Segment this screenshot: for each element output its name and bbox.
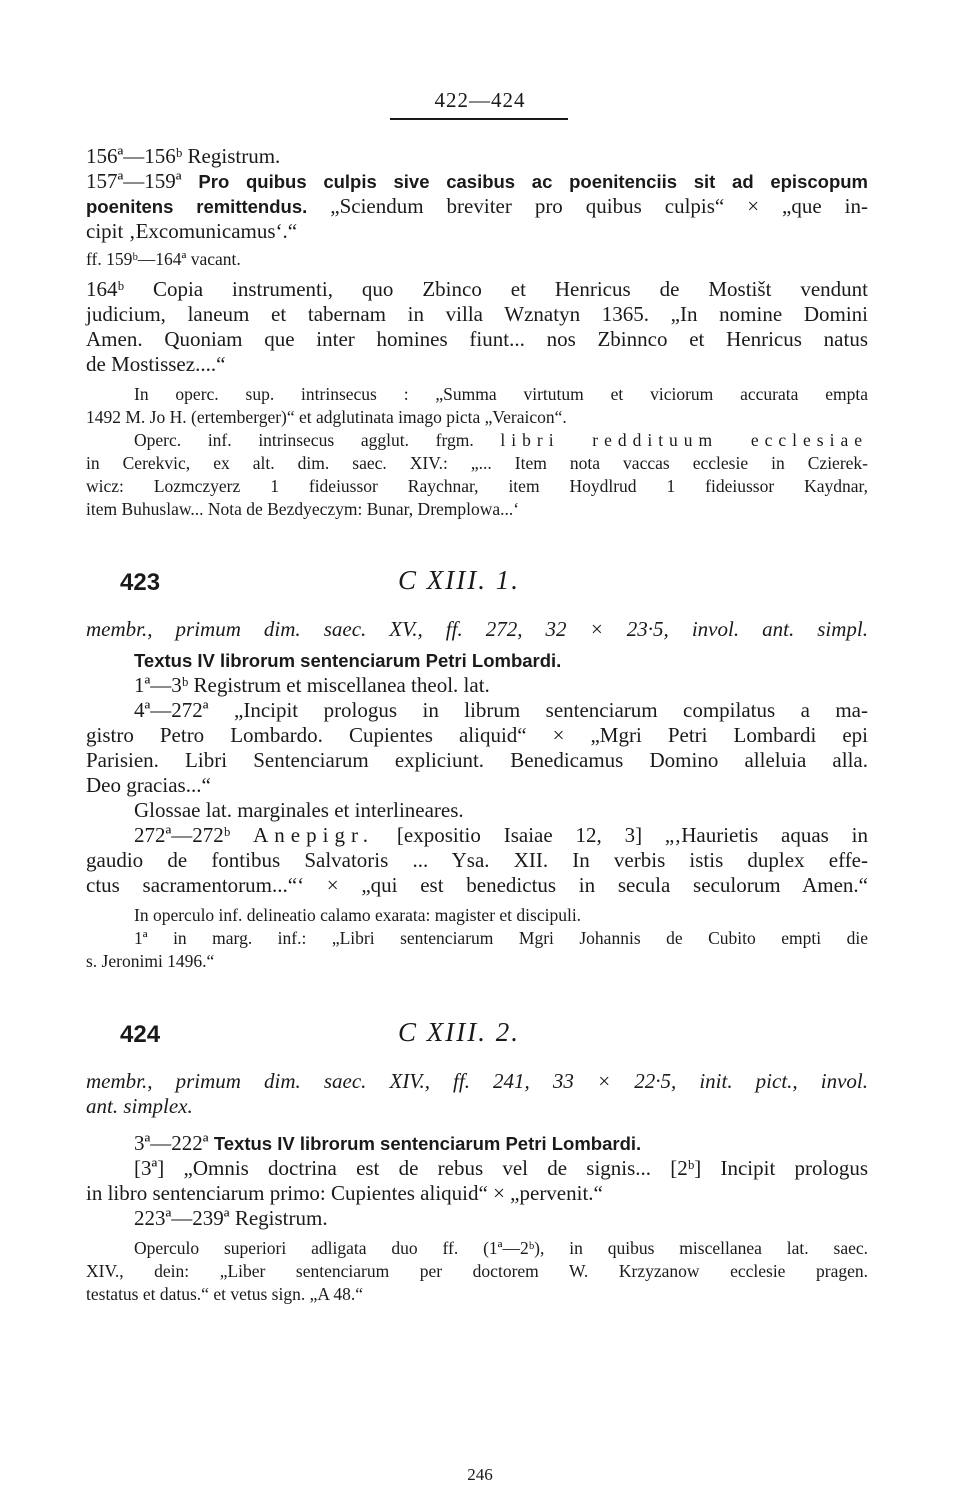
note-line: Operculo superiori adligata duo ff. (1ª—2ᵇ), in quibus miscellanea lat. saec. (134, 1238, 868, 1258)
entry-header-424 (86, 1017, 868, 1053)
note-line (86, 429, 868, 452)
note-line: in Cerekvic, ex alt. dim. saec. XIV.: „... Item nota vaccas ecclesie in Czierek- (86, 453, 868, 473)
entry-header-423 (86, 565, 868, 601)
note-line: item Buhuslaw... Nota de Bezdyeczym: Bunar, Dremplowa...‘ (86, 499, 520, 519)
note-line: XIV., dein: „Liber sentenciarum per doctorem W. Krzyzanow ecclesie pragen. (86, 1261, 868, 1281)
entry-number: 423 (120, 569, 161, 596)
entry-line: de Mostissez....“ (86, 352, 226, 376)
shelfmark: C XIII. 1. (398, 565, 520, 595)
section-title: Textus IV librorum sentenciarum Petri Lombardi. (213, 1133, 642, 1154)
entry-line: gistro Petro Lombardo. Cupientes aliquid“ × „Mgri Petri Lombardi epi (86, 723, 868, 747)
physical-description: membr., primum dim. saec. XV., ff. 272, 32 × 23·5, invol. ant. simpl. (86, 617, 868, 641)
physical-description: ant. simplex. (86, 1094, 193, 1118)
physical-description: membr., primum dim. saec. XIV., ff. 241, 33 × 22·5, init. pict., invol. (86, 1069, 868, 1093)
header-rule (390, 118, 568, 120)
folio-range: 3ª—222ª (134, 1131, 209, 1155)
entry-line (86, 823, 868, 848)
entry-line: 156ª—156ᵇ Registrum. (86, 144, 281, 168)
page-number: 246 (467, 1465, 493, 1484)
folio-range: 272ª—272ᵇ (134, 823, 231, 847)
note-line: s. Jeronimi 1496.“ (86, 951, 215, 971)
entry-line (86, 194, 868, 219)
spaced-word: Anepigr. (253, 823, 375, 847)
entry-line: [3ª] „Omnis doctrina est de rebus vel de signis... [2ᵇ] Incipit prologus (134, 1156, 868, 1180)
note-line: In operculo inf. delineatio calamo exarata: magister et discipuli. (134, 905, 582, 925)
incipit: „Sciendum breviter pro quibus culpis“ × „que in- (330, 194, 869, 218)
entry-line: Amen. Quoniam que inter homines fiunt... nos Zbinnco et Henricus natus (86, 327, 868, 351)
entry-line: Deo gracias...“ (86, 773, 211, 797)
entry-line: 4ª—272ª „Incipit prologus in librum sentenciarum compilatus a ma- (134, 698, 868, 722)
section-title-line (86, 648, 868, 673)
entry-line: cipit ‚Excomunicamus‘.“ (86, 219, 298, 243)
entry-line: judicium, laneum et tabernam in villa Wznatyn 1365. „In nomine Domini (86, 302, 868, 326)
entry-line: ctus sacramentorum...“‘ × „qui est benedictus in secula seculorum Amen.“ (86, 873, 868, 897)
entry-line: ff. 159ᵇ—164ª vacant. (86, 249, 241, 269)
folio-range: 157ª—159ª (86, 169, 182, 193)
entry-line: gaudio de fontibus Salvatoris ... Ysa. XII. In verbis istis duplex effe- (86, 848, 868, 872)
spaced-title: libri reddituum ecclesiae (500, 430, 868, 450)
entry-line: 164ᵇ Copia instrumenti, quo Zbinco et Henricus de Mostišt vendunt (86, 277, 868, 301)
section-title-line (86, 1131, 868, 1156)
note-line: wicz: Lozmczyerz 1 fideiussor Raychnar, item Hoydlrud 1 fideiussor Kaydnar, (86, 476, 868, 496)
section-title: poenitens remittendus. (86, 196, 308, 217)
running-header: 422—424 (434, 88, 526, 112)
entry-line: Parisien. Libri Sentenciarum expliciunt. Benedicamus Domino alleluia alla. (86, 748, 868, 772)
note-line: testatus et datus.“ et vetus sign. „A 48.“ (86, 1284, 364, 1304)
note-text: Operc. inf. intrinsecus agglut. frgm. (134, 430, 474, 450)
entry-line: in libro sentenciarum primo: Cupientes aliquid“ × „pervenit.“ (86, 1181, 603, 1205)
page-body (86, 144, 868, 1306)
entry-number: 424 (120, 1021, 161, 1048)
entry-line: 223ª—239ª Registrum. (134, 1206, 328, 1230)
shelfmark: C XIII. 2. (398, 1017, 520, 1047)
note-line: 1ª in marg. inf.: „Libri sentenciarum Mgri Johannis de Cubito empti die (134, 928, 868, 948)
section-title: Textus IV librorum sentenciarum Petri Lombardi. (134, 650, 562, 671)
section-title: Pro quibus culpis sive casibus ac poenitenciis sit ad episcopum (198, 171, 868, 192)
note-line: In operc. sup. intrinsecus : „Summa virtutum et viciorum accurata empta (134, 384, 868, 404)
entry-line (86, 169, 868, 194)
entry-line: Glossae lat. marginales et interlineares. (134, 798, 464, 822)
note-line: 1492 M. Jo H. (ertemberger)“ et adglutinata imago picta „Veraicon“. (86, 407, 567, 427)
entry-line: 1ª—3ᵇ Registrum et miscellanea theol. lat. (134, 673, 490, 697)
incipit: [expositio Isaiae 12, 3] „‚Haurietis aquas in (396, 823, 869, 847)
